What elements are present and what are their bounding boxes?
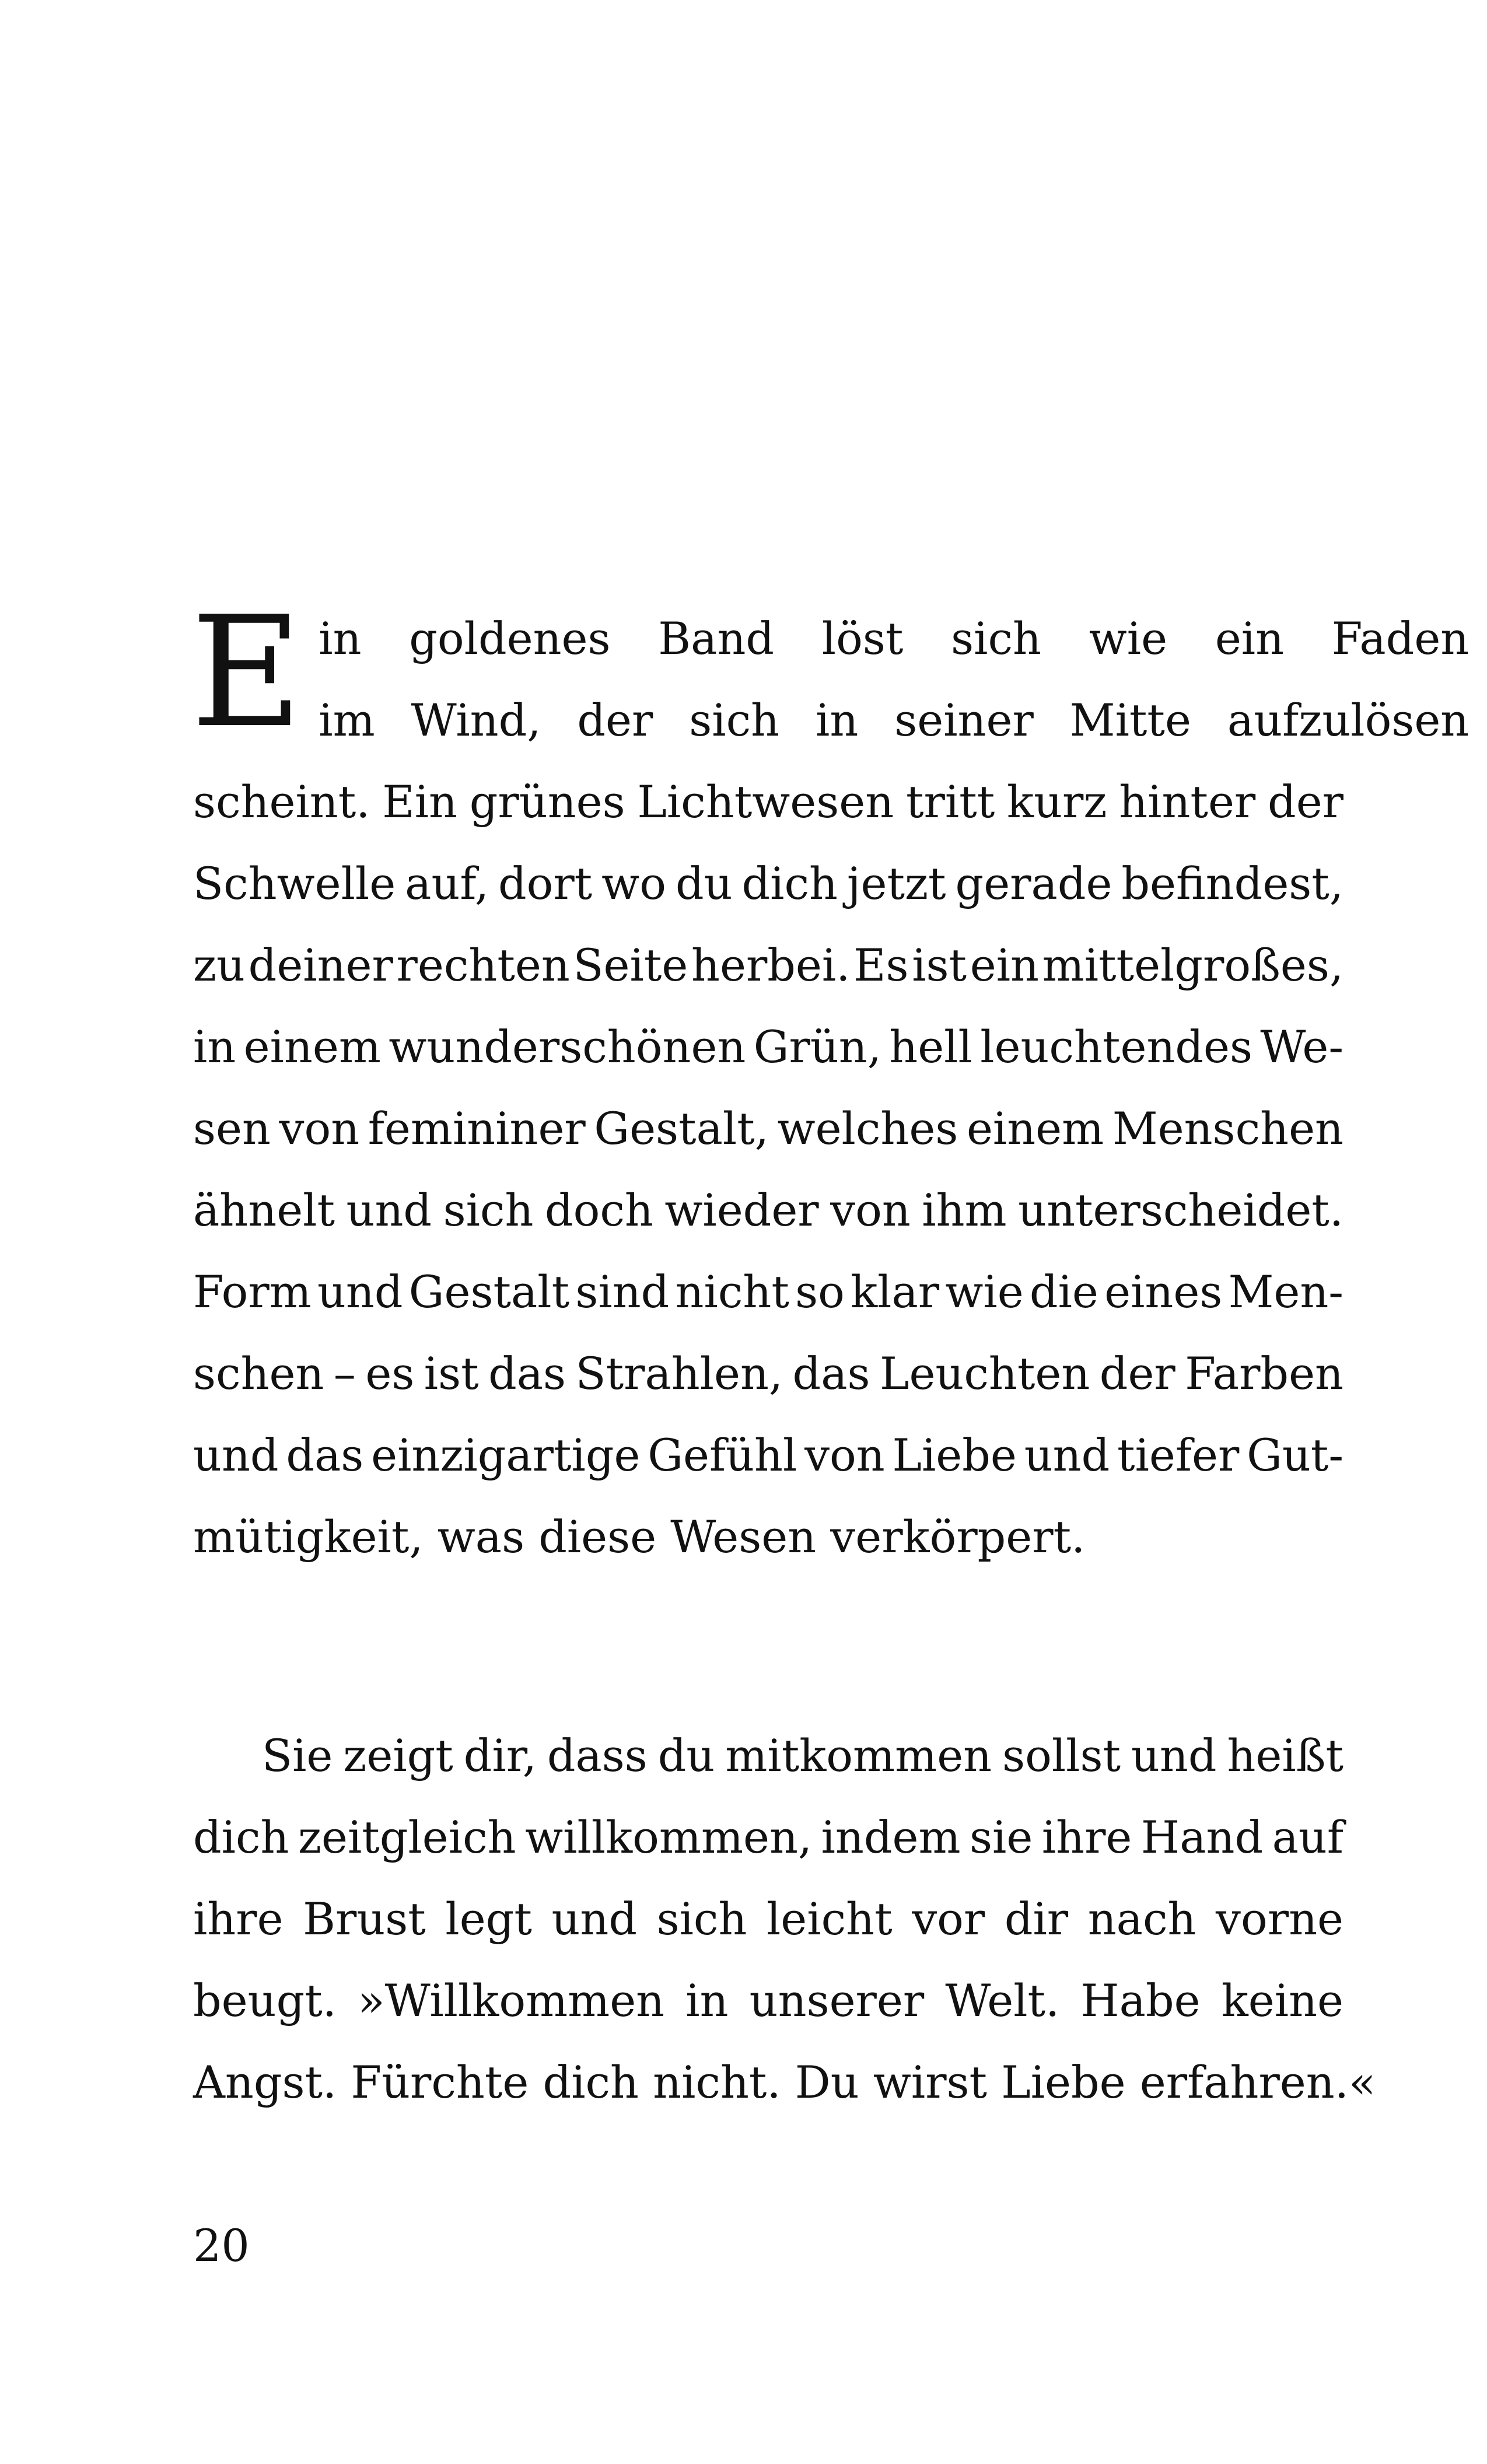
text-line: Schwelle auf, dort wo du dich jetzt gerade befindest, xyxy=(193,858,1343,909)
text-line: beugt. »Willkommen in unserer Welt. Habe keine xyxy=(193,1975,1343,2027)
text-line: Sie zeigt dir, dass du mitkommen sollst und heißt xyxy=(262,1730,1343,1782)
text-line: und das einzigartige Gefühl von Liebe und tiefer Gut- xyxy=(193,1429,1343,1481)
paragraph-1 xyxy=(191,583,1469,1578)
paragraph-2 xyxy=(193,1715,1376,2123)
text-line: zu deiner rechten Seite herbei. Es ist ein mittelgroßes, xyxy=(193,939,1343,991)
drop-cap: E xyxy=(191,583,303,761)
text-line: ähnelt und sich doch wieder von ihm unterscheidet. xyxy=(193,1184,1343,1236)
text-line: schen – es ist das Strahlen, das Leuchten der Farben xyxy=(193,1348,1343,1399)
text-line-indented xyxy=(193,1715,1343,1797)
text-line: sen von femininer Gestalt, welches einem Menschen xyxy=(193,1102,1343,1154)
text-line: dich zeitgleich willkommen, indem sie ihre Hand auf xyxy=(193,1811,1343,1863)
text-line: im Wind, der sich in seiner Mitte aufzulösen xyxy=(319,694,1469,746)
text-line: ihre Brust legt und sich leicht vor dir nach vorne xyxy=(193,1893,1343,1945)
text-line: Form und Gestalt sind nicht so klar wie die eines Men- xyxy=(193,1266,1343,1318)
text-line: scheint. Ein grünes Lichtwesen tritt kurz hinter der xyxy=(193,776,1343,828)
page-number: 20 xyxy=(193,2220,250,2272)
text-line: in einem wunderschönen Grün, hell leuchtendes We- xyxy=(193,1021,1343,1073)
text-line: mütigkeit, was diese Wesen verkörpert. xyxy=(193,1511,1086,1563)
text-line: Angst. Fürchte dich nicht. Du wirst Liebe erfahren.« xyxy=(193,2056,1376,2108)
text-line: in goldenes Band löst sich wie ein Faden xyxy=(319,612,1469,664)
